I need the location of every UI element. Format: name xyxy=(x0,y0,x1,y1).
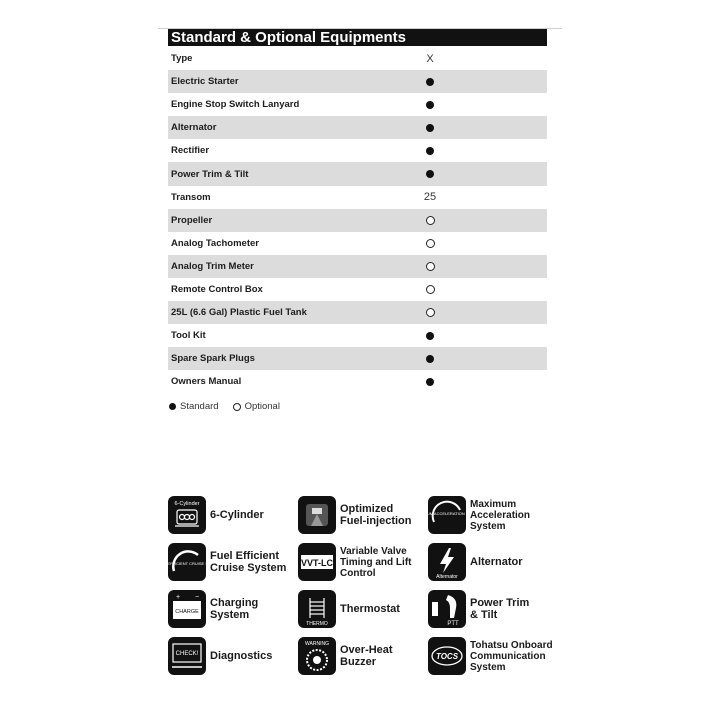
standard-dot-icon xyxy=(419,332,441,340)
equipment-row xyxy=(168,93,547,116)
equipment-label: Electric Starter xyxy=(171,76,239,88)
equipment-value: 25 xyxy=(423,191,437,204)
tocs-icon xyxy=(428,637,466,675)
feature-max-acceleration xyxy=(413,496,531,534)
feature-alternator xyxy=(428,543,523,581)
feature-label: Fuel Efficient Cruise System xyxy=(210,550,287,574)
legend xyxy=(169,401,280,412)
equipment-table xyxy=(168,47,547,393)
equipment-label: Tool Kit xyxy=(171,330,206,342)
standard-dot-icon xyxy=(419,355,441,363)
equipment-label: Engine Stop Switch Lanyard xyxy=(171,99,300,111)
equipment-label: Analog Trim Meter xyxy=(171,260,254,272)
svg-text:+: + xyxy=(176,594,181,601)
equipment-label: Type xyxy=(171,53,193,65)
optional-circle-icon xyxy=(233,403,241,411)
equipment-row xyxy=(168,232,547,255)
standard-dot-icon xyxy=(169,403,176,410)
equipment-label: Transom xyxy=(171,191,211,203)
feature-six-cylinder xyxy=(168,496,264,534)
feature-label: Alternator xyxy=(470,556,523,568)
feature-label: Diagnostics xyxy=(210,650,273,662)
svg-text:THERMO: THERMO xyxy=(306,621,328,627)
svg-text:FUEL EFFICIENT CRUISE SYSTEM: FUEL EFFICIENT CRUISE SYSTEM xyxy=(156,561,222,566)
equipment-value: X xyxy=(426,52,434,65)
feature-power-trim-tilt xyxy=(428,590,529,628)
svg-text:CHECK!: CHECK! xyxy=(175,651,199,657)
equipment-row xyxy=(168,347,547,370)
equipment-label: Analog Tachometer xyxy=(171,237,259,249)
six-cylinder-icon xyxy=(168,496,206,534)
standard-dot-icon xyxy=(419,101,441,109)
equipment-row xyxy=(168,370,547,393)
optional-circle-icon xyxy=(419,285,441,294)
equipment-label: Rectifier xyxy=(171,145,210,157)
standard-dot-icon xyxy=(419,147,441,155)
feature-label: Tohatsu Onboard Communication System xyxy=(470,639,553,673)
feature-diagnostics xyxy=(168,637,272,675)
svg-text:TOCS: TOCS xyxy=(435,652,459,661)
optional-circle-icon xyxy=(419,239,441,248)
feature-vvtlc xyxy=(298,543,411,581)
equipment-label: Propeller xyxy=(171,214,213,226)
feature-label: Variable Valve Timing and Lift Control xyxy=(340,545,412,579)
battery-charge-icon xyxy=(168,590,206,628)
standard-dot-icon xyxy=(419,378,441,386)
feature-charging xyxy=(168,590,258,628)
equipment-row xyxy=(168,70,547,93)
equipment-row xyxy=(168,324,547,347)
svg-text:−: − xyxy=(195,594,200,601)
feature-tocs xyxy=(428,637,553,675)
equipment-label: Owners Manual xyxy=(171,376,242,388)
feature-label: Maximum Acceleration System xyxy=(470,498,531,532)
svg-text:PTT: PTT xyxy=(447,621,459,627)
svg-text:VVT-LC: VVT-LC xyxy=(300,558,334,568)
feature-label: Power Trim & Tilt xyxy=(470,597,530,621)
feature-label: 6-Cylinder xyxy=(210,509,264,521)
equipment-label: Power Trim & Tilt xyxy=(171,168,249,180)
svg-text:MAXIMUM ACCELERATION SYSTEM: MAXIMUM ACCELERATION SYSTEM xyxy=(413,511,483,516)
alternator-icon xyxy=(428,543,466,581)
vvtlc-icon xyxy=(298,543,336,581)
feature-thermostat xyxy=(298,590,400,628)
equipment-title: Standard & Optional Equipments xyxy=(168,29,547,46)
equipment-row xyxy=(168,47,547,70)
feature-label: Over-Heat Buzzer xyxy=(340,644,393,668)
power-trim-tilt-icon xyxy=(428,590,466,628)
equipment-row xyxy=(168,209,547,232)
equipment-row xyxy=(168,255,547,278)
equipment-row xyxy=(168,116,547,139)
equipment-row xyxy=(168,139,547,162)
svg-text:Alternator: Alternator xyxy=(436,574,458,580)
standard-dot-icon xyxy=(419,170,441,178)
feature-fuel-injection xyxy=(298,496,412,534)
overheat-buzzer-icon xyxy=(298,637,336,675)
equipment-label: 25L (6.6 Gal) Plastic Fuel Tank xyxy=(171,307,307,319)
equipment-row xyxy=(168,278,547,301)
optional-circle-icon xyxy=(419,308,441,317)
optional-circle-icon xyxy=(419,262,441,271)
svg-text:6-Cylinder: 6-Cylinder xyxy=(174,501,200,507)
equipment-row xyxy=(168,301,547,324)
equipment-label: Alternator xyxy=(171,122,217,134)
standard-dot-icon xyxy=(419,78,441,86)
feature-overheat-buzzer xyxy=(298,637,393,675)
feature-label: Thermostat xyxy=(340,603,400,615)
standard-dot-icon xyxy=(419,124,441,132)
diagnostics-icon xyxy=(168,637,206,675)
equipment-row xyxy=(168,186,547,209)
feature-label: Charging System xyxy=(210,597,259,621)
max-acceleration-icon xyxy=(413,496,483,534)
equipment-label: Spare Spark Plugs xyxy=(171,353,255,365)
equipment-label: Remote Control Box xyxy=(171,283,263,295)
equipment-row xyxy=(168,162,547,185)
legend-standard-label: Standard xyxy=(180,401,219,412)
svg-text:CHARGE: CHARGE xyxy=(175,609,199,615)
cruise-system-icon xyxy=(156,543,222,581)
fuel-injector-icon xyxy=(298,496,336,534)
legend-optional-label: Optional xyxy=(244,401,280,412)
feature-label: Optimized Fuel-injection xyxy=(340,503,412,527)
svg-text:WARNING: WARNING xyxy=(305,641,329,647)
feature-cruise-system xyxy=(156,543,287,581)
optional-circle-icon xyxy=(419,216,441,225)
thermostat-icon xyxy=(298,590,336,628)
